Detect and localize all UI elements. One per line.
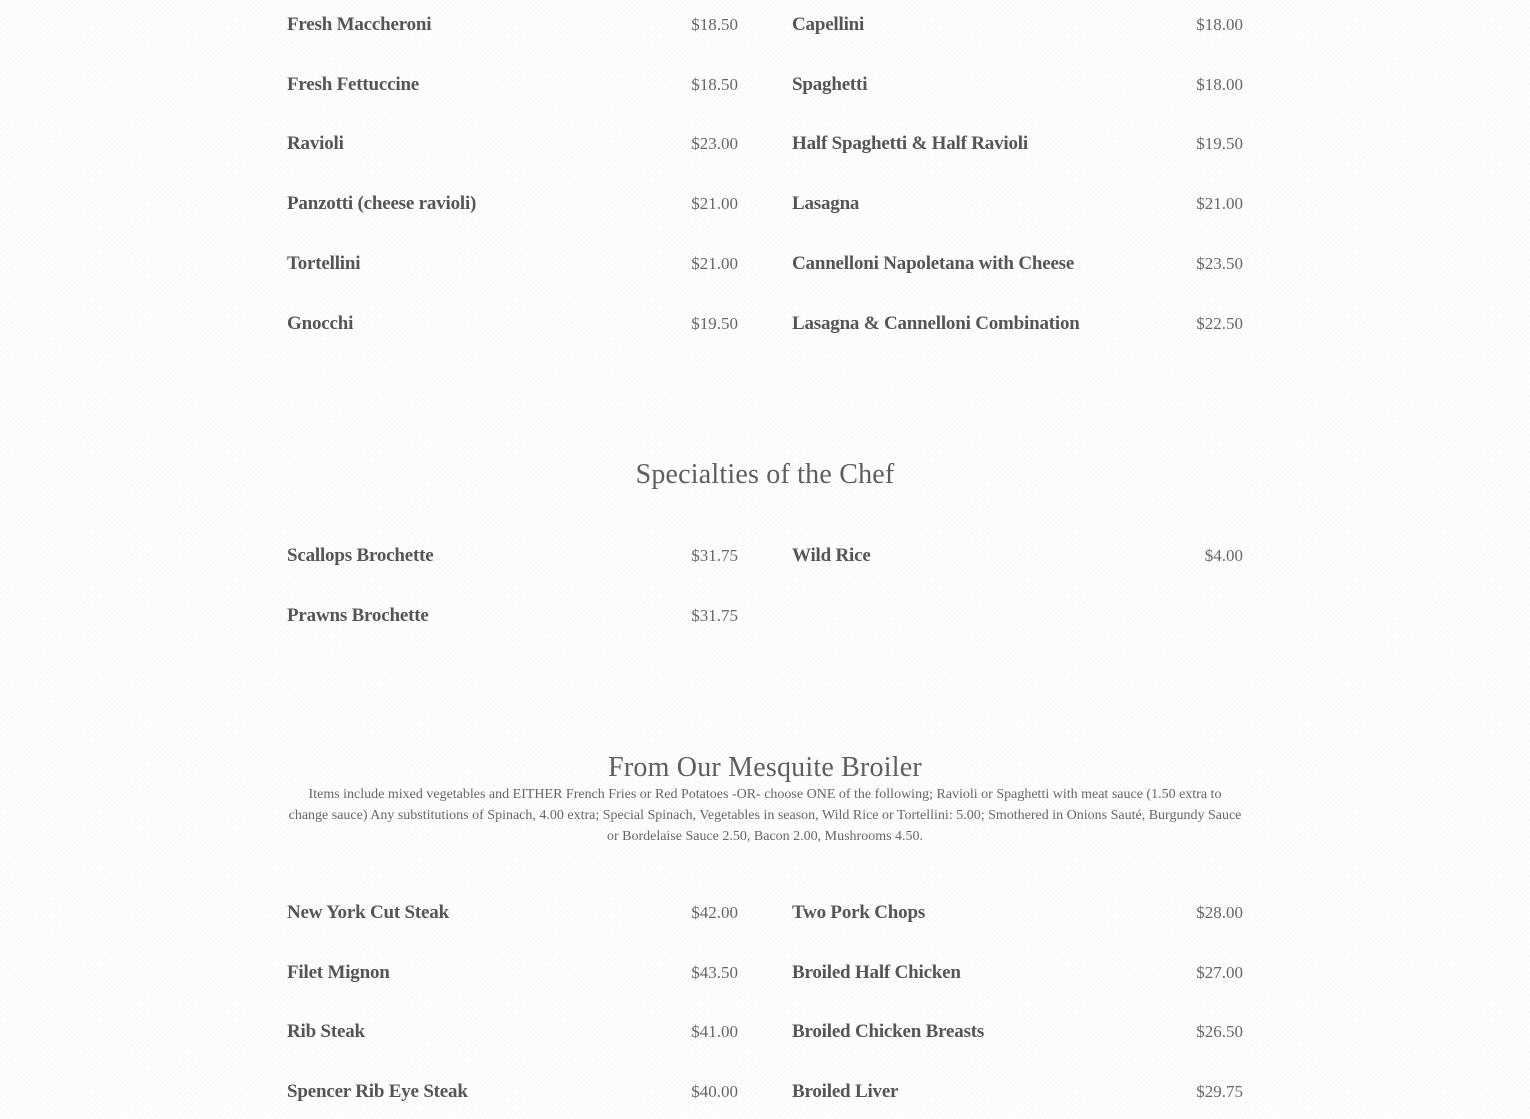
menu-item: [287, 961, 738, 985]
menu-item: [287, 901, 738, 925]
menu-item-price: $31.75: [691, 546, 738, 565]
menu-item-name: Broiled Liver: [792, 1081, 899, 1102]
menu-item-name: Broiled Chicken Breasts: [792, 1021, 985, 1042]
menu-item-name: Half Spaghetti & Half Ravioli: [792, 133, 1028, 154]
menu-item-price: $21.00: [691, 194, 738, 213]
menu-item: [287, 132, 738, 156]
menu-item-price: $19.50: [1196, 134, 1243, 153]
menu-item-price: $43.50: [691, 963, 738, 982]
menu-item: [287, 13, 738, 37]
menu-item: [287, 604, 738, 628]
menu-item-price: $40.00: [691, 1082, 738, 1101]
menu-item-price: $18.00: [1196, 15, 1243, 34]
menu-item: [792, 1020, 1243, 1044]
menu-item: [792, 961, 1243, 985]
menu-item-name: Fresh Fettuccine: [287, 74, 420, 95]
menu-item: [287, 1020, 738, 1044]
menu-item-price: $27.00: [1196, 963, 1243, 982]
menu-item-price: $29.75: [1196, 1082, 1243, 1101]
menu-item: [287, 192, 738, 216]
menu-item-price: $22.50: [1196, 314, 1243, 333]
menu-item-price: $18.50: [691, 75, 738, 94]
menu-item-price: $42.00: [691, 903, 738, 922]
menu-item: [287, 312, 738, 336]
menu-item: [792, 132, 1243, 156]
menu-item-name: Capellini: [792, 14, 865, 35]
menu-item: [287, 1080, 738, 1104]
menu-item-name: Rib Steak: [287, 1021, 365, 1042]
section-title: From Our Mesquite Broiler: [608, 752, 922, 783]
menu-item-name: Ravioli: [287, 133, 344, 154]
menu-item-name: Spencer Rib Eye Steak: [287, 1081, 468, 1102]
section-title: Specialties of the Chef: [635, 459, 895, 490]
menu-item-price: $19.50: [691, 314, 738, 333]
menu-item: [287, 252, 738, 276]
menu-item-price: $4.00: [1204, 546, 1243, 565]
menu-item-price: $18.00: [1196, 75, 1243, 94]
menu-item: [792, 544, 1243, 568]
menu-item: [792, 252, 1243, 276]
menu-item-price: $26.50: [1196, 1022, 1243, 1041]
menu-item-name: Lasagna: [792, 193, 860, 214]
menu-item: [287, 544, 738, 568]
menu-item-price: $41.00: [691, 1022, 738, 1041]
menu-item-name: Fresh Maccheroni: [287, 14, 432, 35]
menu-item-price: $18.50: [691, 15, 738, 34]
menu-item-name: Filet Mignon: [287, 962, 390, 983]
menu-item-name: Two Pork Chops: [792, 902, 926, 923]
menu-item-name: Scallops Brochette: [287, 545, 434, 566]
menu-item-name: New York Cut Steak: [287, 902, 449, 923]
menu-item-name: Panzotti (cheese ravioli): [287, 193, 477, 214]
menu-item: [792, 1080, 1243, 1104]
menu-item-name: Gnocchi: [287, 313, 354, 334]
menu-item-price: $21.00: [1196, 194, 1243, 213]
section-note: Items include mixed vegetables and EITHER French Fries or Red Potatoes -OR- choose ONE of the following; Ravioli or Spaghetti with meat sauce (1.50 extra to change sauce) Any substitutions of Spinach, 4.00 extra; Special Spinach, Vegetables in season, Wild Rice or Tortellini: 5.00; Smothered in Onions Sauté, Burgundy Sauce or Bordelaise Sauce 2.50, Bacon 2.00, Mushrooms 4.50.: [288, 787, 1242, 844]
menu-item-price: $28.00: [1196, 903, 1243, 922]
menu-item-price: $31.75: [691, 606, 738, 625]
menu-item: [792, 73, 1243, 97]
menu-item-name: Spaghetti: [792, 74, 868, 95]
menu-item-name: Tortellini: [287, 253, 361, 274]
menu-item-price: $23.50: [1196, 254, 1243, 273]
menu-item-name: Cannelloni Napoletana with Cheese: [792, 253, 1075, 274]
menu-item: [792, 312, 1243, 336]
menu-item: [792, 192, 1243, 216]
menu-item-price: $23.00: [691, 134, 738, 153]
menu-item: [287, 73, 738, 97]
menu-item-name: Prawns Brochette: [287, 605, 429, 626]
menu-item-name: Wild Rice: [792, 545, 871, 566]
menu-item-name: Broiled Half Chicken: [792, 962, 961, 983]
menu-item-name: Lasagna & Cannelloni Combination: [792, 313, 1080, 334]
menu-item: [792, 13, 1243, 37]
menu-item: [792, 901, 1243, 925]
menu-item-price: $21.00: [691, 254, 738, 273]
